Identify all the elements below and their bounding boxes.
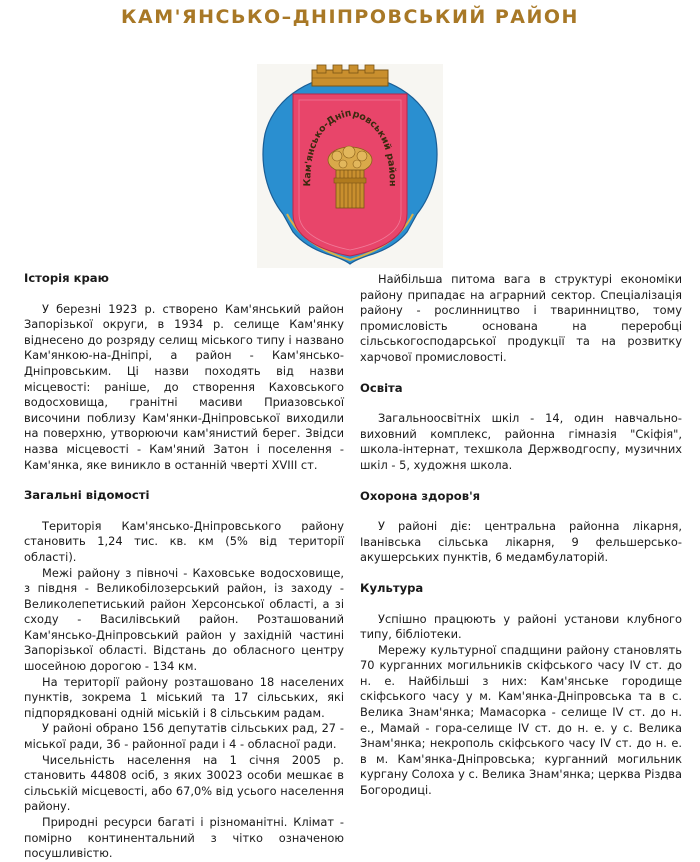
history-heading: Історія краю	[24, 271, 109, 285]
emblem-inscription: Кам'янсько-Дніпровський район	[302, 107, 398, 187]
education-heading: Освіта	[360, 380, 403, 395]
health-paragraph: У районі діє: центральна районна лікарня, Іванівська сільська лікарня, 9 фельшерсько-акушерських пунктів, 6 медамбулаторій.	[360, 519, 682, 565]
left-column	[24, 271, 344, 862]
coat-of-arms	[257, 64, 443, 268]
right-column	[360, 272, 682, 799]
education-paragraph: Загальноосвітніх шкіл - 14, один навчально-виховний комплекс, районна гімназія "Скіфія", школа-інтернат, техшкола Держводгоспу, музичних шкіл - 5, художня школа.	[360, 411, 682, 472]
general-paragraph: На території району розташовано 18 населених пунктів, зокрема 1 міський та 17 сільських, які підпорядковані одній міській і 8 сільським радам.	[24, 674, 344, 720]
coat-of-arms-image	[257, 64, 443, 268]
economy-paragraph: Найбільша питома вага в структурі економіки району припадає на аграрний сектор. Спеціалізація району - рослинництво і тваринництво, тому промисловість основана на переробці сільськогосподарської продукції та на розвитку харчової промисловості.	[360, 272, 682, 364]
general-paragraph: Межі району з півночі - Каховське водосховище, з півдня - Великобілозерський район, із заходу - Великолепетиський район Херсонської області, а зі сходу - Василівський район. Розташований Кам'янсько-Дніпровський район у західній частині Запорізької області. Відстань до обласного центру шосейною дорогою - 134 км.	[24, 565, 344, 674]
health-heading: Охорона здоров'я	[360, 488, 481, 503]
general-paragraph: Територія Кам'янсько-Дніпровського району становить 1,24 тис. кв. км (5% від території області).	[24, 518, 344, 564]
culture-heading: Культура	[360, 580, 424, 595]
general-paragraph: Чисельність населення на 1 січня 2005 р. становить 44808 осіб, з яких 30023 особи мешкає в сільській місцевості, або 67,0% від усього населення району.	[24, 752, 345, 814]
page-title: КАМ'ЯНСЬКО–ДНІПРОВСЬКИЙ РАЙОН	[121, 6, 579, 28]
culture-paragraph: Успішно працюють у районі установи клубного типу, бібліотеки.	[360, 611, 682, 642]
history-paragraph: У березні 1923 р. створено Кам'янський район Запорізької округи, в 1934 р. селище Кам'янку віднесено до розряду селищ міського типу і названо Кам'янкою-на-Дніпрі, а район - Кам'янсько-Дніпровським. Ці назви походять від назви місцевості: раніше, до створення Каховського водосховища, гранітні масиви Приазовської височини поблизу Кам'янки-Дніпровської виходили на поверхню, утворюючи кам'янистий берег. Звідси назва місцевості - Кам'яний Затон і поселення - Кам'янка, яке виникло в останній чверті XVIII ст.	[24, 301, 344, 472]
culture-paragraph: Мережу культурної спадщини району становлять 70 курганних могильників скіфського часу IV ст. до н. е. Найбільші з них: Кам'янське городище скіфського часу у м. Кам'янка-Дніпровська та в с. Велика Знам'янка; Мамасорка - селище IV ст. до н. е., Мамай - гора-селище IV ст. до н. е. у с. Велика Знам'янка; некрополь скіфського часу IV ст. до н. е. в м. Кам'янка-Дніпровська; курганний могильник кургану Солоха у с. Велика Знам'янка; церква Різдва Богородиці.	[360, 642, 682, 798]
general-heading: Загальні відомості	[24, 488, 150, 503]
crown-icon	[312, 65, 388, 86]
general-paragraph: У районі обрано 156 депутатів сільських рад, 27 - міської ради, 36 - районної ради і 4 - обласної ради.	[24, 721, 344, 752]
general-paragraph: Природні ресурси багаті і різноманітні. Клімат - помірно континентальний з чітко означеною посушливістю.	[24, 815, 344, 861]
